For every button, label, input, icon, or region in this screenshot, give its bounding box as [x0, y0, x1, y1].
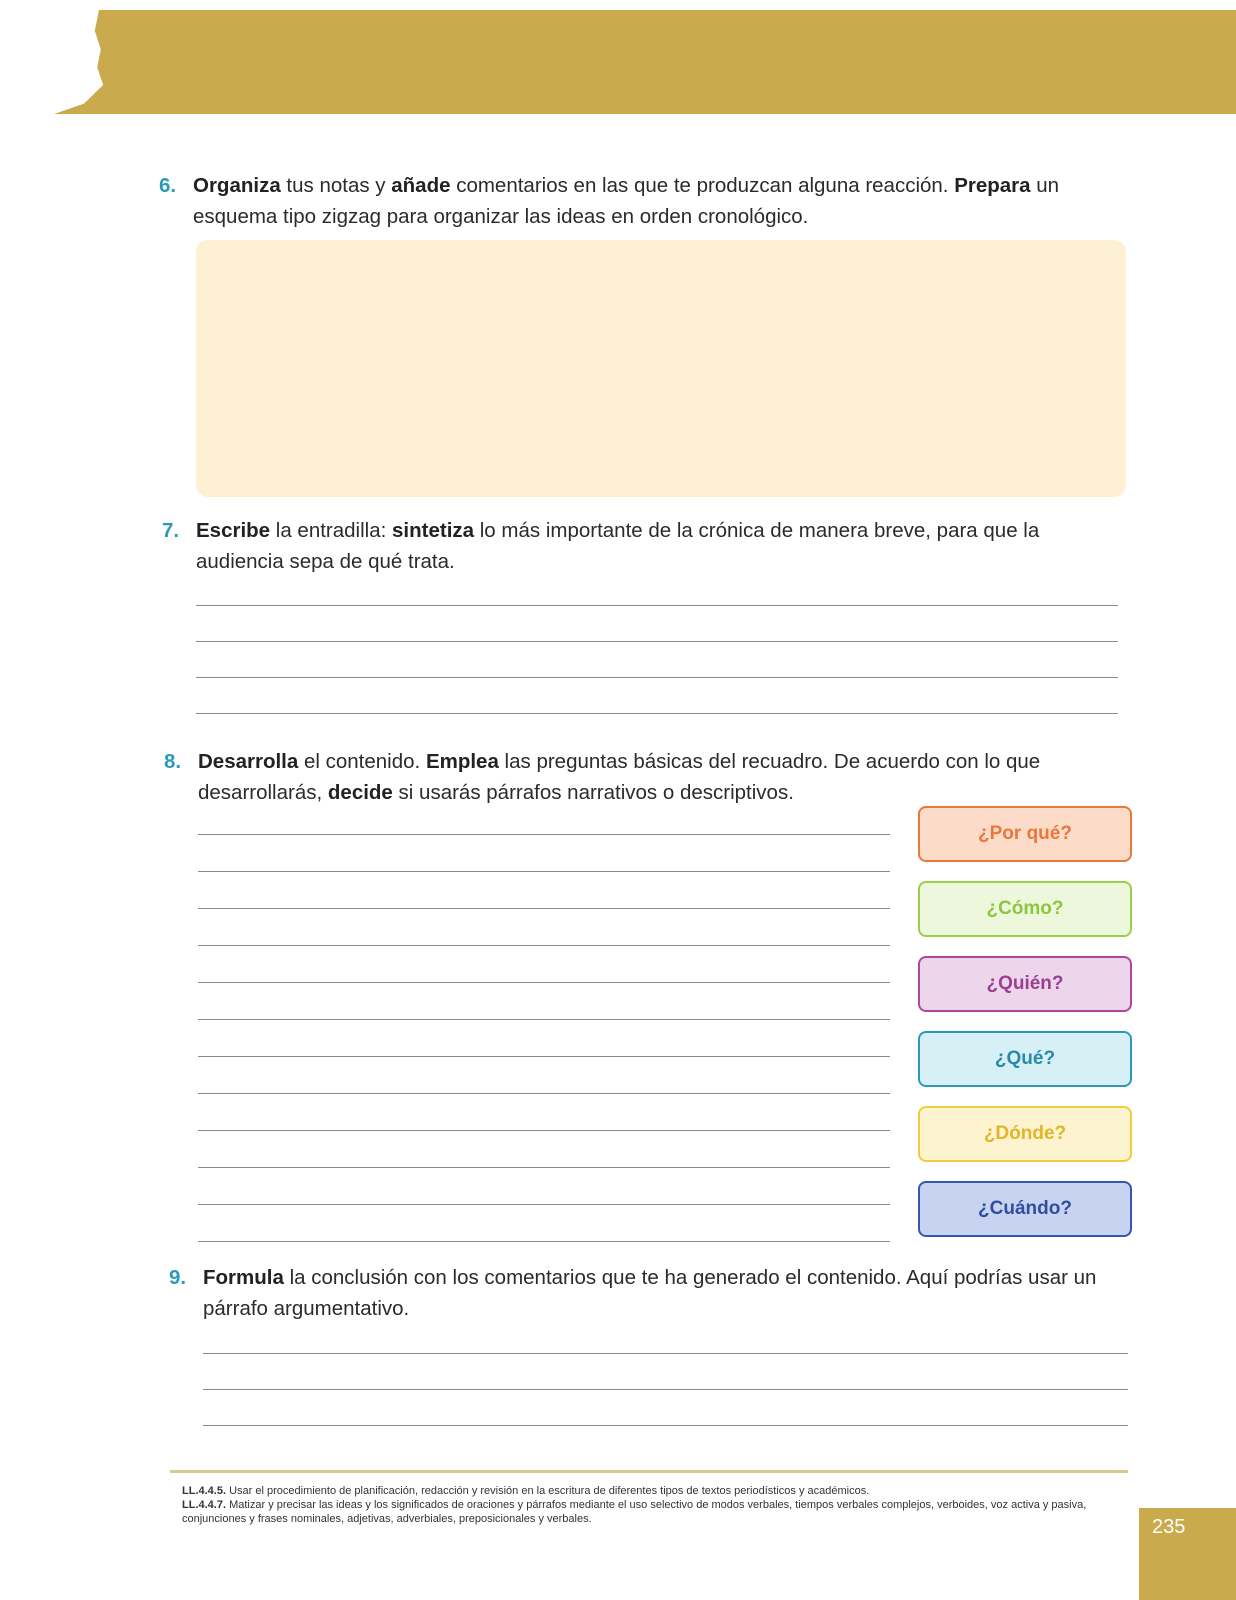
instruction-verb: Formula	[203, 1266, 284, 1289]
tag-cuando: ¿Cuándo?	[918, 1181, 1132, 1237]
question-number: 9.	[169, 1266, 187, 1289]
answer-line[interactable]	[198, 945, 890, 946]
answer-line[interactable]	[196, 713, 1118, 714]
footer-divider	[170, 1470, 1128, 1473]
question-text: Desarrolla el contenido. Emplea las preguntas básicas del recuadro. De acuerdo con lo que desarrollarás, decide si usarás párrafos narrativos o descriptivos.	[198, 750, 1041, 804]
answer-line[interactable]	[198, 1241, 890, 1242]
question-text: Formula la conclusión con los comentarios que te ha generado el contenido. Aquí podrías usar un párrafo argumentativo.	[203, 1266, 1097, 1320]
answer-line[interactable]	[198, 1019, 890, 1020]
answer-line[interactable]	[198, 1167, 890, 1168]
answer-line[interactable]	[203, 1389, 1128, 1390]
instruction-verb: Prepara	[954, 174, 1031, 197]
footer-standard	[182, 1498, 1142, 1526]
question-number: 7.	[162, 519, 180, 542]
answer-line[interactable]	[198, 1093, 890, 1094]
zigzag-answer-box[interactable]	[196, 240, 1126, 497]
instruction-verb: sintetiza	[392, 519, 475, 542]
answer-line[interactable]	[198, 1056, 890, 1057]
standard-text: Matizar y precisar las ideas y los significados de oraciones y párrafos mediante el uso selectivo de modos verbales, tiempos verbales complejos, verboides, voz activa y pasiva, conjunciones y frases nominales, adjetivas, adverbiales, preposicionales y verbales.	[182, 1499, 1087, 1525]
instruction-verb: Escribe	[196, 519, 271, 542]
page-number: 235	[1152, 1516, 1186, 1538]
question-text: Escribe la entradilla: sintetiza lo más importante de la crónica de manera breve, para que la audiencia sepa de qué trata.	[196, 519, 1040, 573]
answer-line[interactable]	[198, 908, 890, 909]
answer-line[interactable]	[196, 641, 1118, 642]
question-number: 8.	[164, 750, 182, 773]
answer-line[interactable]	[198, 834, 890, 835]
question-6	[159, 170, 1123, 232]
top-color-band	[54, 10, 1236, 114]
curriculum-footer	[182, 1484, 1142, 1526]
tag-como: ¿Cómo?	[918, 881, 1132, 937]
question-text: Organiza tus notas y añade comentarios en las que te produzcan alguna reacción. Prepara un esquema tipo zigzag para organizar las ideas en orden cronológico.	[193, 174, 1060, 228]
instruction-verb: Organiza	[193, 174, 281, 197]
tag-por-que: ¿Por qué?	[918, 806, 1132, 862]
answer-line[interactable]	[198, 982, 890, 983]
instruction-verb: decide	[327, 781, 393, 804]
answer-line[interactable]	[203, 1353, 1128, 1354]
instruction-verb: Desarrolla	[198, 750, 299, 773]
instruction-verb: Emplea	[425, 750, 499, 773]
standard-text: Usar el procedimiento de planificación, redacción y revisión en la escritura de diferentes tipos de textos periodísticos y académicos.	[226, 1485, 870, 1497]
footer-standard	[182, 1484, 1142, 1498]
question-7	[162, 515, 1126, 577]
answer-line[interactable]	[196, 677, 1118, 678]
tag-que: ¿Qué?	[918, 1031, 1132, 1087]
answer-line[interactable]	[198, 1204, 890, 1205]
tag-donde: ¿Dónde?	[918, 1106, 1132, 1162]
question-8	[164, 746, 1133, 808]
question-number: 6.	[159, 174, 177, 197]
answer-line[interactable]	[198, 1130, 890, 1131]
answer-line[interactable]	[203, 1425, 1128, 1426]
standard-code: LL.4.4.7.	[182, 1499, 227, 1511]
answer-line[interactable]	[196, 605, 1118, 606]
standard-code: LL.4.4.5.	[182, 1485, 227, 1497]
answer-line[interactable]	[198, 871, 890, 872]
instruction-verb: añade	[391, 174, 451, 197]
question-9	[169, 1262, 1138, 1324]
tag-quien: ¿Quién?	[918, 956, 1132, 1012]
